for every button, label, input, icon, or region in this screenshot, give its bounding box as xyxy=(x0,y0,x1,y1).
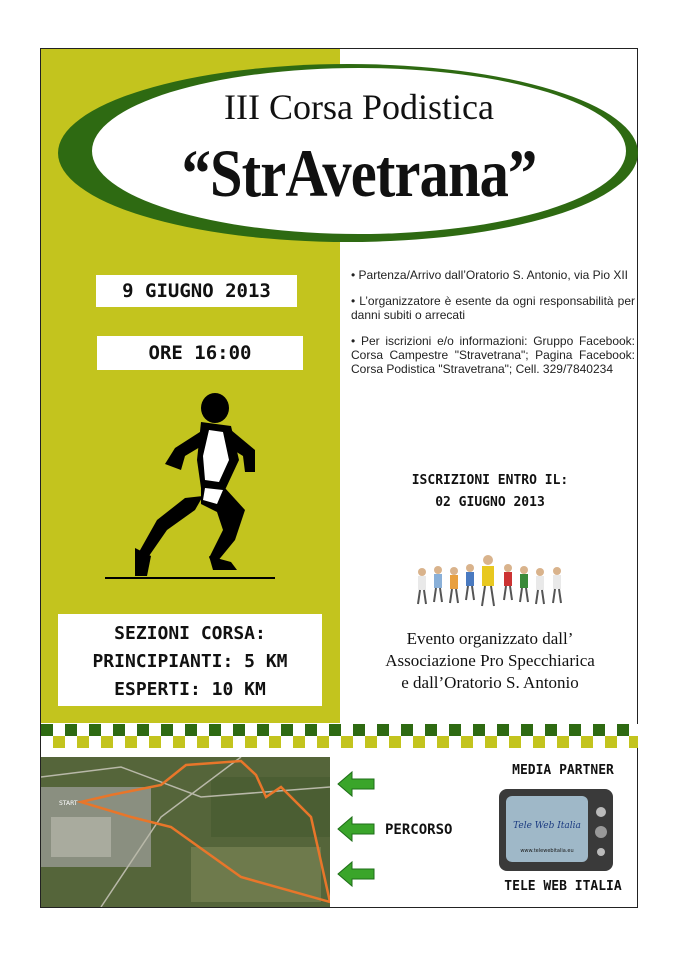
checker-square xyxy=(197,736,209,748)
checker-square xyxy=(41,724,53,736)
checker-square xyxy=(401,724,413,736)
checker-square xyxy=(53,736,65,748)
checker-square xyxy=(125,736,137,748)
checker-square xyxy=(353,724,365,736)
info-item-start: • Partenza/Arrivo dall’Oratorio S. Antonio, via Pio XII xyxy=(351,268,629,282)
info-list xyxy=(351,268,635,388)
checker-square xyxy=(521,724,533,736)
info-item-liability: • L’organizzatore è esente da ogni responsabilità per danni subiti o arrecati xyxy=(351,294,635,322)
checker-square xyxy=(449,724,461,736)
checker-square xyxy=(413,736,425,748)
checker-square xyxy=(209,724,221,736)
checker-square xyxy=(137,724,149,736)
time-box: ORE 16:00 xyxy=(97,336,303,370)
checker-square xyxy=(389,736,401,748)
organizer-line1: Evento organizzato dall’ xyxy=(406,629,574,648)
checker-square xyxy=(269,736,281,748)
checker-square xyxy=(77,736,89,748)
checker-square xyxy=(485,736,497,748)
route-map xyxy=(41,757,330,907)
checker-square xyxy=(581,736,593,748)
organizer-line2: Associazione Pro Specchiarica xyxy=(385,651,595,670)
checker-square xyxy=(533,736,545,748)
media-partner-heading: MEDIA PARTNER xyxy=(512,763,614,778)
green-arrow-icon xyxy=(336,815,376,843)
checker-square xyxy=(89,724,101,736)
checker-square xyxy=(245,736,257,748)
checker-square xyxy=(365,736,377,748)
checker-square xyxy=(221,736,233,748)
checker-square xyxy=(569,724,581,736)
checker-square xyxy=(425,724,437,736)
checker-square xyxy=(173,736,185,748)
info-item-contacts: • Per iscrizioni e/o informazioni: Gruppo Facebook: Corsa Campestre "Stravetrana"; Pagina Facebook: Corsa Podistica "Stravetrana"; Cell. 329/7840234 xyxy=(351,334,635,376)
checker-square xyxy=(185,724,197,736)
checker-square xyxy=(293,736,305,748)
checker-square xyxy=(545,724,557,736)
race-sections-heading: SEZIONI CORSA: xyxy=(114,623,266,644)
tv-url: www.telewebitalia.eu xyxy=(520,848,574,854)
tv-title: Tele Web Italia xyxy=(513,821,581,831)
organizer-line3: e dall’Oratorio S. Antonio xyxy=(401,673,579,692)
checker-square xyxy=(461,736,473,748)
checker-square xyxy=(233,724,245,736)
date-box: 9 GIUGNO 2013 xyxy=(96,275,297,307)
checker-square xyxy=(437,736,449,748)
checker-square xyxy=(377,724,389,736)
route-label: PERCORSO xyxy=(385,822,453,838)
checkered-band xyxy=(41,724,638,748)
checker-square xyxy=(329,724,341,736)
media-partner-name: TELE WEB ITALIA xyxy=(504,879,622,894)
checker-square xyxy=(149,736,161,748)
race-experts: ESPERTI: 10 KM xyxy=(114,679,266,700)
event-subtitle: III Corsa Podistica xyxy=(224,87,494,127)
route-map-image xyxy=(41,757,330,907)
checker-square xyxy=(509,736,521,748)
checker-square xyxy=(629,736,638,748)
checker-square xyxy=(473,724,485,736)
race-sections-box xyxy=(58,614,322,706)
checker-square xyxy=(281,724,293,736)
organizer-text xyxy=(345,628,635,694)
checker-square xyxy=(557,736,569,748)
runners-crowd-icon xyxy=(412,548,577,618)
checker-square xyxy=(317,736,329,748)
checker-square xyxy=(161,724,173,736)
checker-square xyxy=(605,736,617,748)
checker-square xyxy=(617,724,629,736)
registration-line1: ISCRIZIONI ENTRO IL: xyxy=(411,473,569,488)
green-arrow-icon xyxy=(336,770,376,798)
registration-deadline xyxy=(345,470,635,514)
checker-square xyxy=(113,724,125,736)
tv-set-icon xyxy=(498,788,614,872)
checker-square xyxy=(497,724,509,736)
green-arrow-icon xyxy=(336,860,376,888)
checker-square xyxy=(101,736,113,748)
checker-square xyxy=(257,724,269,736)
registration-date: 02 GIUGNO 2013 xyxy=(435,495,545,510)
checker-square xyxy=(65,724,77,736)
event-title: “StrAvetrana” xyxy=(181,135,537,211)
checker-square xyxy=(341,736,353,748)
map-start-label: START xyxy=(59,800,78,807)
runner-silhouette-icon xyxy=(105,390,275,580)
checker-square xyxy=(305,724,317,736)
checker-square xyxy=(593,724,605,736)
race-beginners: PRINCIPIANTI: 5 KM xyxy=(92,651,288,672)
